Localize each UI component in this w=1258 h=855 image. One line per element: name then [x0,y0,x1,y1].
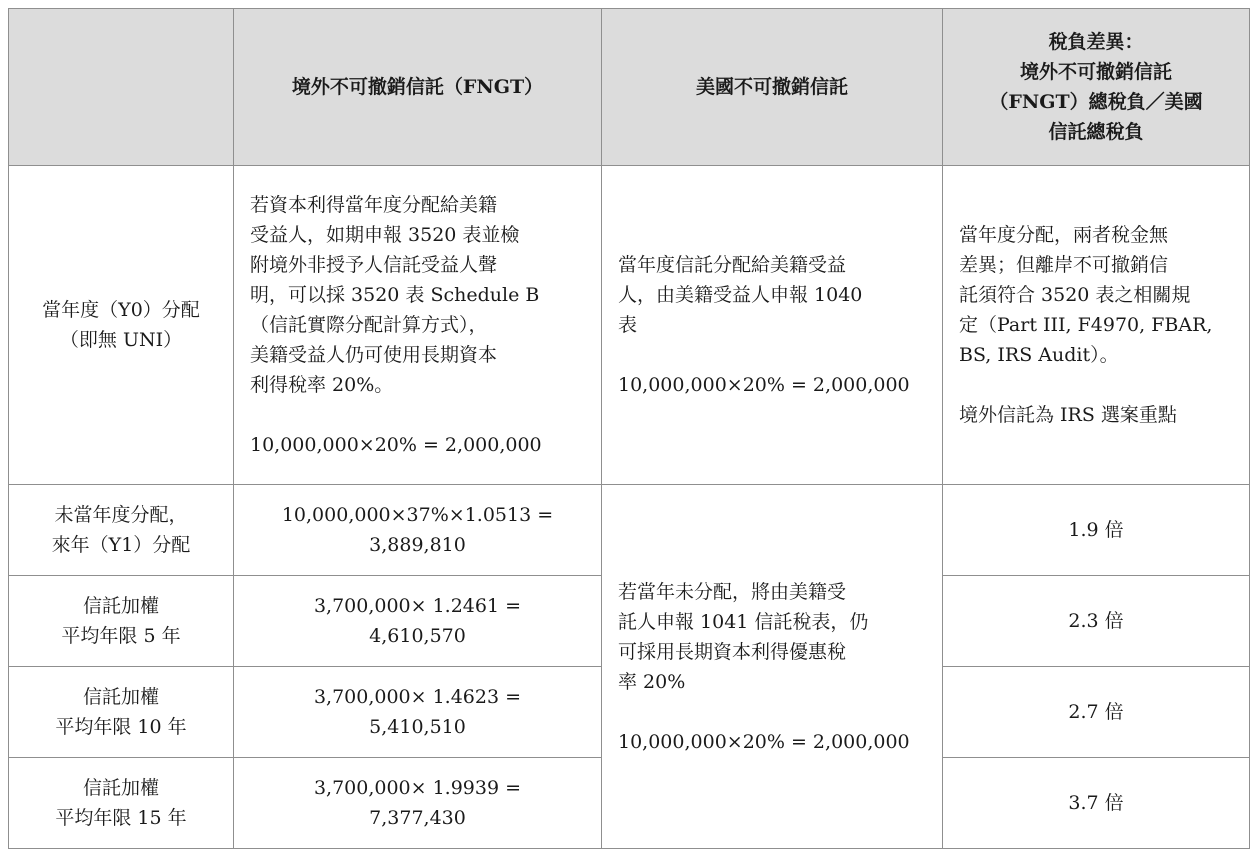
diff-ratio: 2.3 倍 [943,576,1250,667]
tax-comparison-table [8,8,1250,849]
us-merged-cell [602,485,943,849]
diff-text: 當年度分配，兩者稅金無 差異；但離岸不可撤銷信 託須符合 3520 表之相關規 定（Part III, F4970, FBAR, BS, IRS Audit）。 [959,224,1213,366]
fngt-text: 若資本利得當年度分配給美籍 受益人，如期申報 3520 表並檢 附境外非授予人信託受益人聲 明，可以採 3520 表 Schedule B （信託實際分配計算方式）， 美籍受益人仍可使用長期資本 利得稅率 20%。 [250,194,540,396]
header-fngt: 境外不可撤銷信託（FNGT） [234,9,602,166]
us-calc: 10,000,000×20% = 2,000,000 [618,374,910,396]
us-merged-text: 若當年未分配，將由美籍受 託人申報 1041 信託稅表，仍 可採用長期資本利得優惠稅 率 20% [618,580,869,693]
row-label: 信託加權 平均年限 5 年 [9,576,234,667]
header-corner-cell [9,9,234,166]
row-label: 信託加權 平均年限 15 年 [9,758,234,849]
us-cell [602,166,943,485]
fngt-calc: 10,000,000×20% = 2,000,000 [250,434,542,456]
row-label: 當年度（Y0）分配 （即無 UNI） [9,166,234,485]
diff-ratio: 2.7 倍 [943,667,1250,758]
diff-note: 境外信託為 IRS 選案重點 [959,404,1177,426]
header-tax-difference: 稅負差異： 境外不可撤銷信託 （FNGT）總稅負／美國 信託總稅負 [943,9,1250,166]
fngt-cell [234,166,602,485]
row-label: 信託加權 平均年限 10 年 [9,667,234,758]
us-merged-calc: 10,000,000×20% = 2,000,000 [618,730,910,753]
header-row [9,9,1250,166]
us-text: 當年度信託分配給美籍受益 人，由美籍受益人申報 1040 表 [618,254,863,336]
fngt-calc: 3,700,000× 1.2461 = 4,610,570 [234,576,602,667]
diff-ratio: 3.7 倍 [943,758,1250,849]
diff-cell [943,166,1250,485]
table-row [9,166,1250,485]
fngt-calc: 3,700,000× 1.4623 = 5,410,510 [234,667,602,758]
fngt-calc: 10,000,000×37%×1.0513 = 3,889,810 [234,485,602,576]
table-row [9,485,1250,576]
header-us-trust: 美國不可撤銷信託 [602,9,943,166]
row-label: 未當年度分配， 來年（Y1）分配 [9,485,234,576]
diff-ratio: 1.9 倍 [943,485,1250,576]
fngt-calc: 3,700,000× 1.9939 = 7,377,430 [234,758,602,849]
